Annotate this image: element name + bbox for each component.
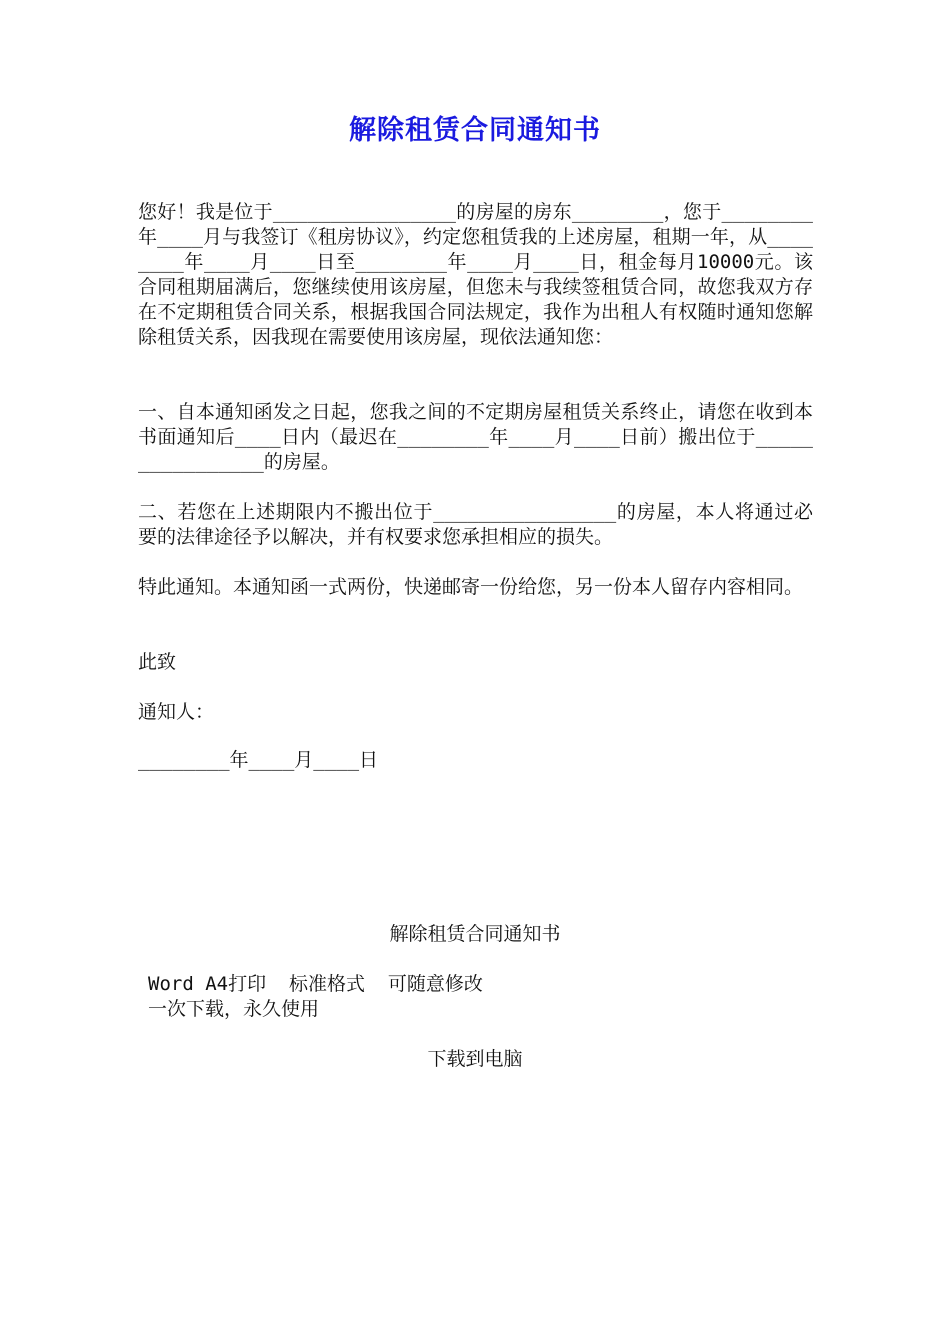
salutation: 此致 [138,651,177,673]
document-title: 解除租赁合同通知书 [349,115,601,146]
footer-title: 解除租赁合同通知书 [389,923,561,945]
footer-format-note: Word A4打印 标准格式 可随意修改 [148,973,483,995]
notifier-label: 通知人： [138,701,215,723]
paragraph-intro: 您好！我是位于________________的房屋的房东________，您于________年____月与我签订《租房协议》，约定您租赁我的上述房屋，租期一年，从________年____月____日至________年____月____日，租金每月10000元。该合同租期届满后，您继续使用该房屋，但您未与我续签租赁合同，故您我双方存在不定期租赁合同关系，根据我国合同法规定，我作为出租人有权随时通知您解除租赁关系，因我现在需要使用该房屋，现依法通知您： [138,201,813,348]
download-link[interactable]: 下载到电脑 [427,1048,523,1070]
paragraph-closing: 特此通知。本通知函一式两份，快递邮寄一份给您，另一份本人留存内容相同。 [138,576,804,598]
paragraph-clause-1: 一、自本通知函发之日起，您我之间的不定期房屋租赁关系终止，请您在收到本书面通知后____日内（最迟在________年____月____日前）搬出位于________________的房屋。 [138,401,813,473]
paragraph-clause-2: 二、若您在上述期限内不搬出位于________________的房屋，本人将通过必要的法律途径予以解决，并有权要求您承担相应的损失。 [138,501,813,548]
date-line: ________年____月____日 [138,749,379,771]
footer-usage-note: 一次下载，永久使用 [148,998,320,1020]
